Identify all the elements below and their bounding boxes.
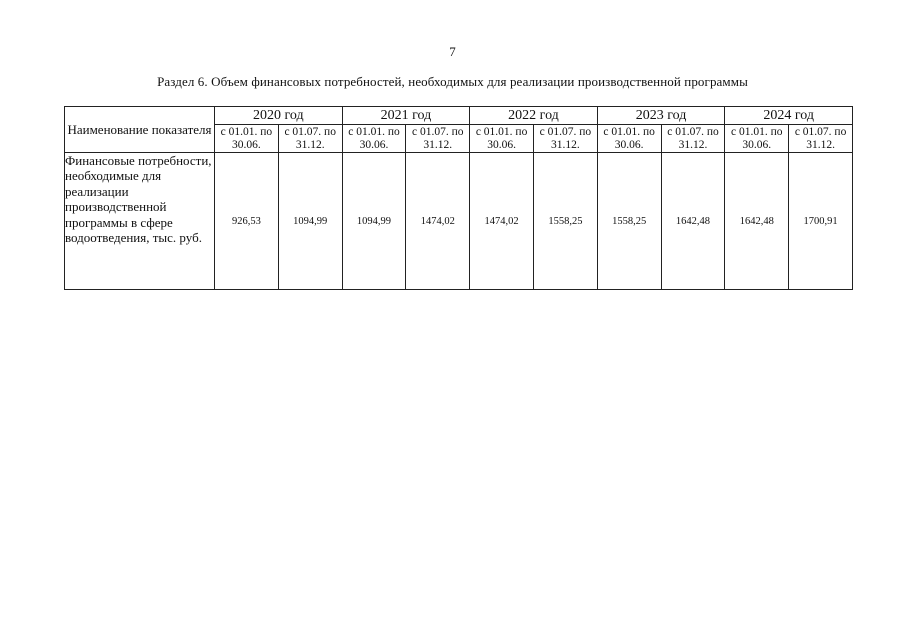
period-header: с 01.07. по 31.12.: [789, 125, 853, 153]
page-number: 7: [449, 44, 456, 59]
table-row: [65, 153, 853, 290]
year-header-row: [65, 107, 853, 125]
period-header: с 01.01. по 30.06.: [470, 125, 534, 153]
value-cell: 1094,99: [278, 153, 342, 290]
value-cell: 1558,25: [533, 153, 597, 290]
row-label: Финансовые потребности, необходимые для реализации производственной программы в сфере водоотведения, тыс. руб.: [65, 153, 215, 290]
year-header: 2021 год: [342, 107, 470, 125]
section-title: Раздел 6. Объем финансовых потребностей, необходимых для реализации производственной программы: [157, 74, 748, 89]
year-header: 2024 год: [725, 107, 853, 125]
period-header: с 01.01. по 30.06.: [215, 125, 279, 153]
period-header: с 01.07. по 31.12.: [406, 125, 470, 153]
value-cell: 1094,99: [342, 153, 406, 290]
period-header: с 01.01. по 30.06.: [725, 125, 789, 153]
value-cell: 1474,02: [470, 153, 534, 290]
period-header: с 01.01. по 30.06.: [597, 125, 661, 153]
value-cell: 1558,25: [597, 153, 661, 290]
period-header: с 01.07. по 31.12.: [533, 125, 597, 153]
period-header: с 01.01. по 30.06.: [342, 125, 406, 153]
value-cell: 1700,91: [789, 153, 853, 290]
year-header: 2023 год: [597, 107, 725, 125]
name-column-header: Наименование показателя: [65, 107, 215, 153]
value-cell: 1474,02: [406, 153, 470, 290]
finance-table: [64, 106, 853, 290]
period-header: с 01.07. по 31.12.: [278, 125, 342, 153]
year-header: 2020 год: [215, 107, 343, 125]
value-cell: 1642,48: [661, 153, 725, 290]
value-cell: 1642,48: [725, 153, 789, 290]
period-header: с 01.07. по 31.12.: [661, 125, 725, 153]
value-cell: 926,53: [215, 153, 279, 290]
year-header: 2022 год: [470, 107, 598, 125]
